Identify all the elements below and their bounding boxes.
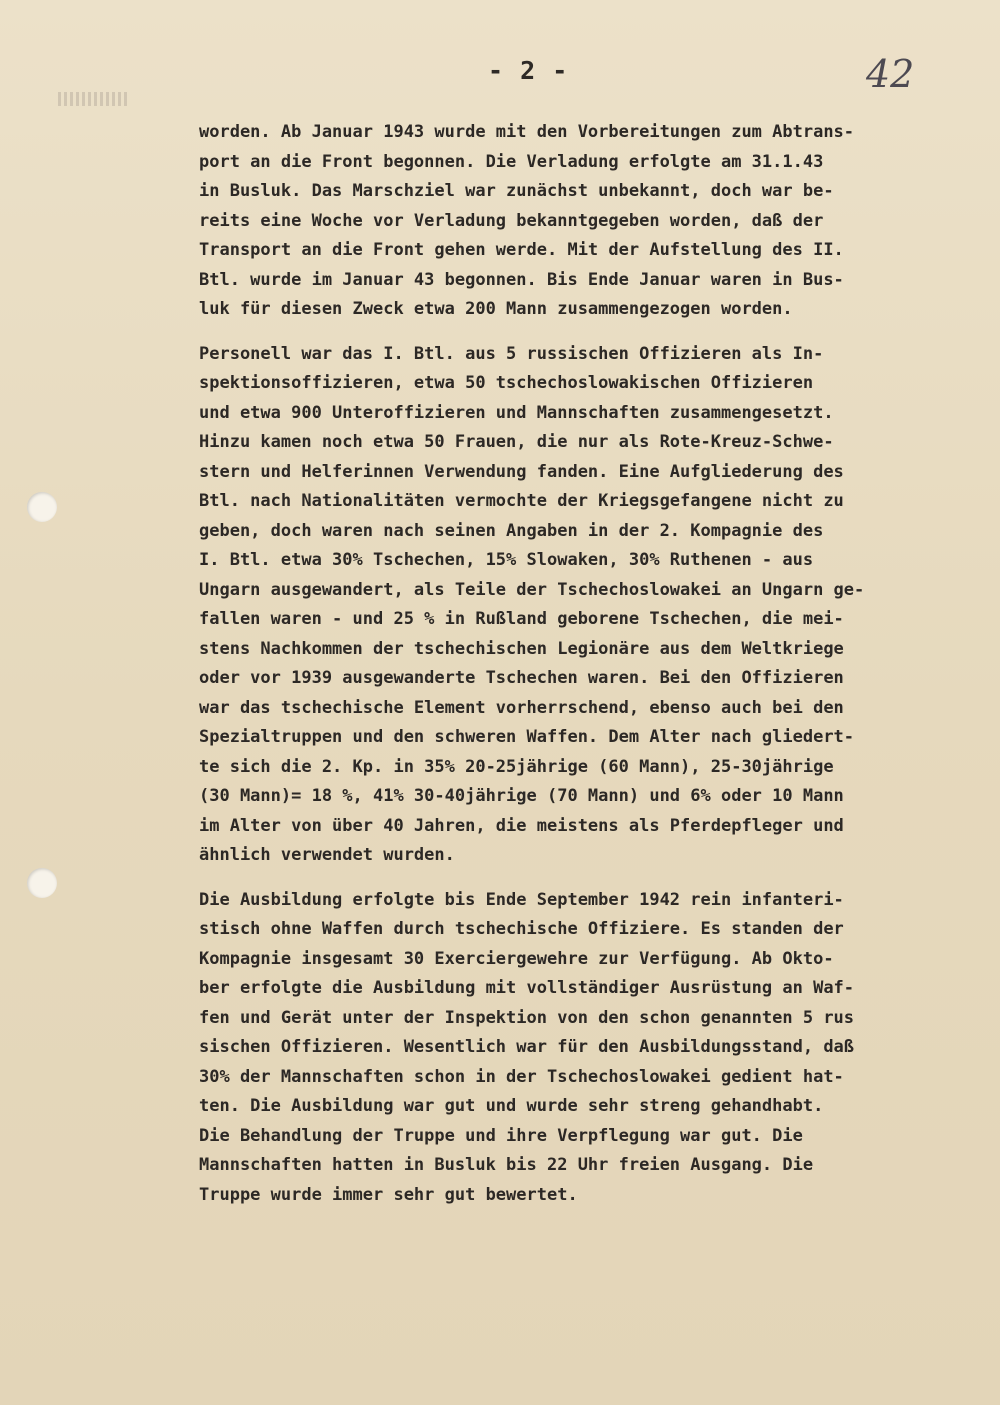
text-line: Spezialtruppen und den schweren Waffen. Dem Alter nach gliedert- bbox=[199, 727, 855, 747]
text-line: und etwa 900 Unteroffizieren und Mannschaften zusammengesetzt. bbox=[199, 402, 834, 423]
punch-hole bbox=[27, 492, 57, 522]
text-line: Kompagnie insgesamt 30 Exerciergewehre zur Verfügung. Ab Okto- bbox=[199, 948, 834, 969]
paragraph bbox=[199, 886, 999, 1211]
text-line: Die Behandlung der Truppe und ihre Verpflegung war gut. Die bbox=[199, 1125, 803, 1146]
text-line: worden. Ab Januar 1943 wurde mit den Vorbereitungen zum Abtrans- bbox=[199, 122, 855, 142]
text-line: port an die Front begonnen. Die Verladung erfolgte am 31.1.43 bbox=[199, 151, 824, 172]
text-line: ber erfolgte die Ausbildung mit vollständiger Ausrüstung an Waf- bbox=[199, 978, 855, 998]
text-line: ähnlich verwendet wurden. bbox=[199, 845, 455, 865]
text-line: stern und Helferinnen Verwendung fanden. Eine Aufgliederung des bbox=[199, 461, 844, 482]
text-line: Truppe wurde immer sehr gut bewertet. bbox=[199, 1184, 578, 1205]
text-line: I. Btl. etwa 30% Tschechen, 15% Slowaken, 30% Ruthenen - aus bbox=[199, 550, 814, 570]
text-line: luk für diesen Zweck etwa 200 Mann zusammengezogen worden. bbox=[199, 299, 793, 319]
text-line: te sich die 2. Kp. in 35% 20-25jährige (60 Mann), 25-30jährige bbox=[199, 756, 834, 777]
text-line: geben, doch waren nach seinen Angaben in der 2. Kompagnie des bbox=[199, 520, 824, 541]
text-line: 30% der Mannschaften schon in der Tschechoslowakei gedient hat- bbox=[199, 1066, 844, 1087]
text-line: Die Ausbildung erfolgte bis Ende September 1942 rein infanteri- bbox=[199, 889, 844, 910]
text-line: ten. Die Ausbildung war gut und wurde sehr streng gehandhabt. bbox=[199, 1096, 824, 1116]
text-line: sischen Offizieren. Wesentlich war für den Ausbildungsstand, daß bbox=[199, 1037, 855, 1057]
text-line: im Alter von über 40 Jahren, die meistens als Pferdepfleger und bbox=[199, 815, 844, 836]
folio-number: 42 bbox=[866, 52, 915, 96]
text-line: Personell war das I. Btl. aus 5 russischen Offizieren als In- bbox=[199, 343, 824, 364]
text-line: Btl. nach Nationalitäten vermochte der Kriegsgefangene nicht zu bbox=[199, 491, 844, 511]
text-line: stisch ohne Waffen durch tschechische Offiziere. Es standen der bbox=[199, 919, 844, 939]
text-line: fallen waren - und 25 % in Rußland geborene Tschechen, die mei- bbox=[199, 609, 844, 629]
text-line: spektionsoffizieren, etwa 50 tschechoslowakischen Offizieren bbox=[199, 373, 814, 393]
text-line: (30 Mann)= 18 %, 41% 30-40jährige (70 Mann) und 6% oder 10 Mann bbox=[199, 786, 844, 806]
ink-smudge bbox=[58, 92, 130, 106]
text-line: oder vor 1939 ausgewanderte Tschechen waren. Bei den Offizieren bbox=[199, 668, 844, 688]
text-line: Hinzu kamen noch etwa 50 Frauen, die nur als Rote-Kreuz-Schwe- bbox=[199, 432, 834, 452]
text-line: Btl. wurde im Januar 43 begonnen. Bis Ende Januar waren in Bus- bbox=[199, 269, 844, 290]
page-number: - 2 - bbox=[488, 56, 569, 85]
text-line: in Busluk. Das Marschziel war zunächst unbekannt, doch war be- bbox=[199, 181, 834, 201]
text-line: Ungarn ausgewandert, als Teile der Tschechoslowakei an Ungarn ge- bbox=[199, 579, 865, 600]
punch-hole bbox=[27, 868, 57, 898]
text-line: stens Nachkommen der tschechischen Legionäre aus dem Weltkriege bbox=[199, 638, 844, 659]
typewritten-body bbox=[199, 118, 999, 1225]
text-line: Mannschaften hatten in Busluk bis 22 Uhr freien Ausgang. Die bbox=[199, 1155, 814, 1175]
paragraph bbox=[199, 118, 999, 325]
text-line: Transport an die Front gehen werde. Mit der Aufstellung des II. bbox=[199, 240, 844, 260]
paragraph bbox=[199, 340, 999, 871]
text-line: reits eine Woche vor Verladung bekanntgegeben worden, daß der bbox=[199, 210, 824, 231]
text-line: war das tschechische Element vorherrschend, ebenso auch bei den bbox=[199, 697, 844, 718]
text-line: fen und Gerät unter der Inspektion von den schon genannten 5 rus bbox=[199, 1007, 855, 1028]
